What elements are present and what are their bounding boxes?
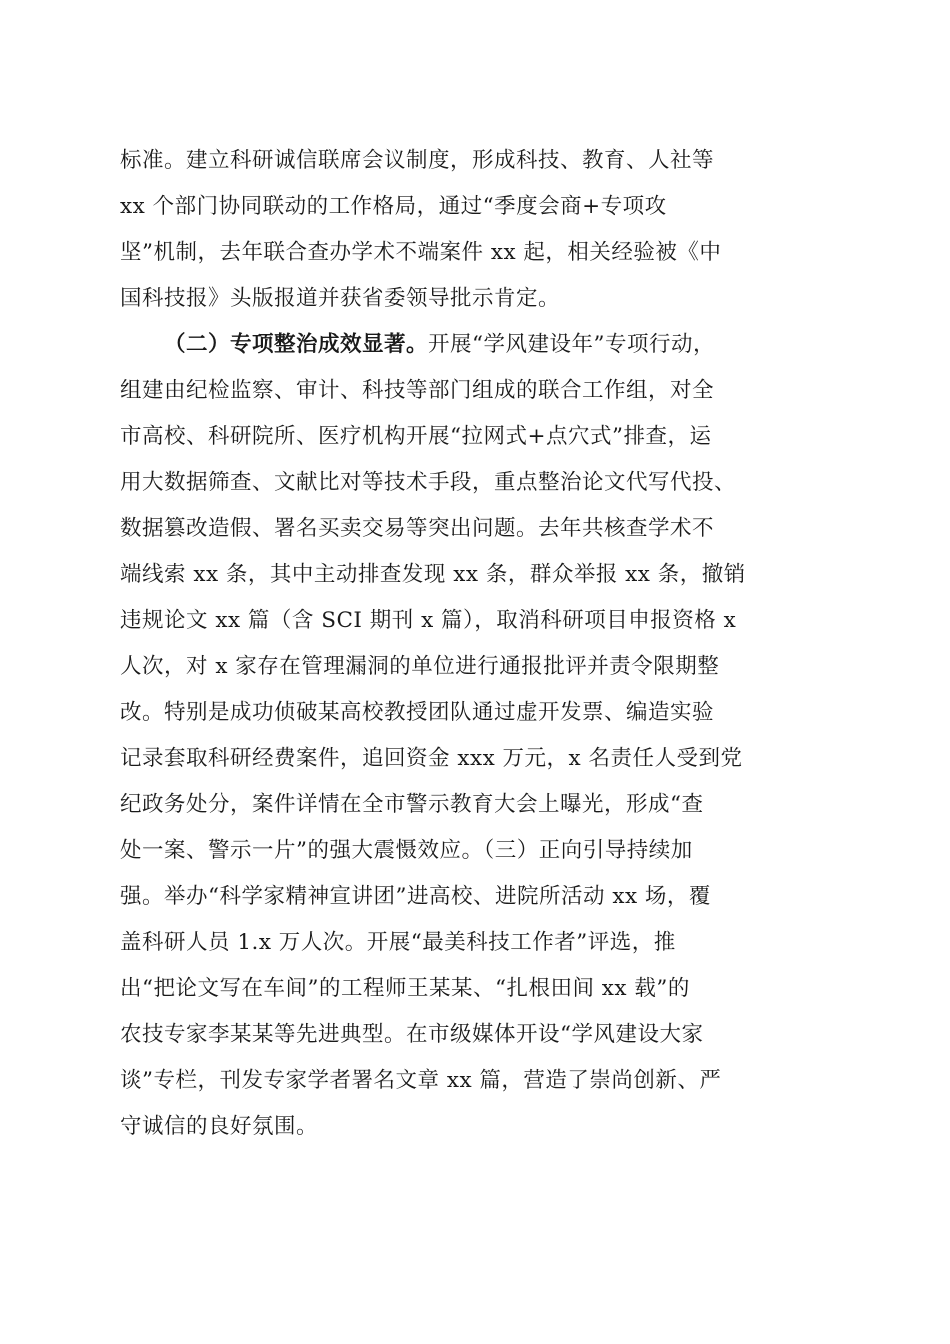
line-text: 农技专家李某某等先进典型。在市级媒体开设“学风建设大家 <box>120 1022 704 1047</box>
text-line <box>120 690 832 736</box>
line-text: 国科技报》头版报道并获省委领导批示肯定。 <box>120 286 561 311</box>
body-text <box>120 138 832 1150</box>
text-line <box>120 736 832 782</box>
line-text: 数据篡改造假、署名买卖交易等突出问题。去年共核查学术不 <box>120 516 715 541</box>
text-line <box>120 276 832 322</box>
line-text: 出“把论文写在车间”的工程师王某某、“扎根田间 xx 载”的 <box>120 976 690 1001</box>
line-text: 坚”机制，去年联合查办学术不端案件 xx 起，相关经验被《中 <box>120 240 722 265</box>
line-text: 改。特别是成功侦破某高校教授团队通过虚开发票、编造实验 <box>120 700 715 725</box>
text-line <box>120 368 832 414</box>
text-line <box>120 874 832 920</box>
line-text: 标准。建立科研诚信联席会议制度，形成科技、教育、人社等 <box>120 148 715 173</box>
line-text: 市高校、科研院所、医疗机构开展“拉网式+点穴式”排查，运 <box>120 424 712 449</box>
text-line <box>120 920 832 966</box>
section-heading: （二）专项整治成效显著。 <box>164 332 429 357</box>
text-line <box>120 966 832 1012</box>
text-line <box>120 230 832 276</box>
text-line <box>120 552 832 598</box>
line-text: 谈”专栏，刊发专家学者署名文章 xx 篇，营造了崇尚创新、严 <box>120 1068 722 1093</box>
line-text: 端线索 xx 条，其中主动排查发现 xx 条，群众举报 xx 条，撤销 <box>120 562 746 587</box>
line-text: 纪政务处分，案件详情在全市警示教育大会上曝光，形成“查 <box>120 792 704 817</box>
text-line <box>120 414 832 460</box>
line-text: 人次，对 x 家存在管理漏洞的单位进行通报批评并责令限期整 <box>120 654 720 679</box>
line-text: 强。举办“科学家精神宣讲团”进高校、进院所活动 xx 场，覆 <box>120 884 711 909</box>
line-text: 盖科研人员 1.x 万人次。开展“最美科技工作者”评选，推 <box>120 930 676 955</box>
paragraph-first-line <box>120 322 832 368</box>
text-line <box>120 184 832 230</box>
text-line <box>120 138 832 184</box>
text-line <box>120 1104 832 1150</box>
text-line <box>120 460 832 506</box>
line-text: xx 个部门协同联动的工作格局，通过“季度会商+专项攻 <box>120 194 667 219</box>
text-line <box>120 598 832 644</box>
line-text: 守诚信的良好氛围。 <box>120 1114 319 1139</box>
text-line <box>120 1012 832 1058</box>
text-line <box>120 644 832 690</box>
line-text: 记录套取科研经费案件，追回资金 xxx 万元，x 名责任人受到党 <box>120 746 743 771</box>
text-line <box>120 506 832 552</box>
line-text: 处一案、警示一片”的强大震慑效应。（三）正向引导持续加 <box>120 838 693 863</box>
text-line <box>120 1058 832 1104</box>
line-text: 违规论文 xx 篇（含 SCI 期刊 x 篇），取消科研项目申报资格 x <box>120 608 737 633</box>
text-line <box>120 782 832 828</box>
text-line <box>120 828 832 874</box>
line-text: 开展“学风建设年”专项行动， <box>428 332 715 357</box>
line-text: 用大数据筛查、文献比对等技术手段，重点整治论文代写代投、 <box>120 470 737 495</box>
line-text: 组建由纪检监察、审计、科技等部门组成的联合工作组，对全 <box>120 378 715 403</box>
